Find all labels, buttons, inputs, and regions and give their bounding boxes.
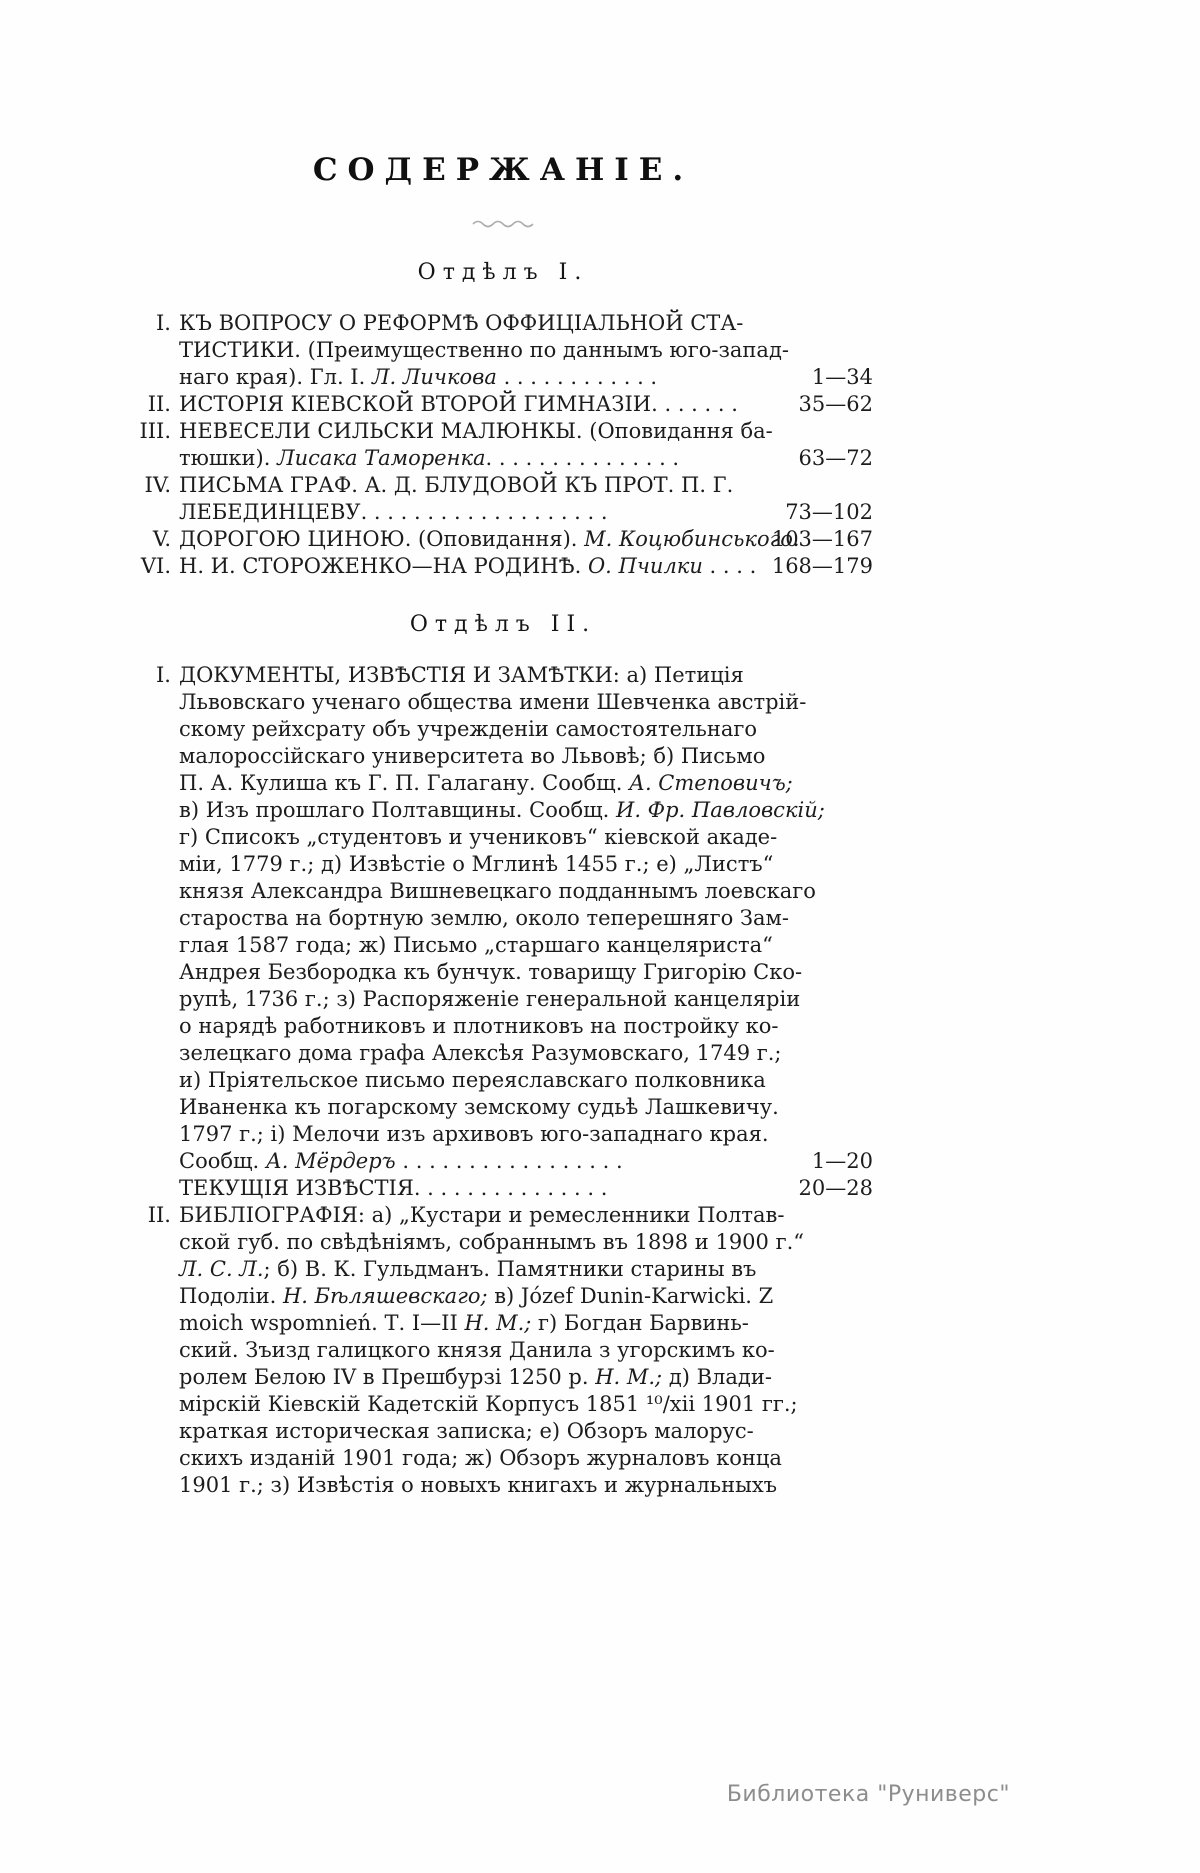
page-range: 168—179 (771, 554, 873, 578)
entry-text-line: зелецкаго дома графа Алексѣя Разумовскаго, 1749 г.; (179, 1041, 782, 1065)
entry-text-line: Львовскаго ученаго общества имени Шевченка австрій- (179, 690, 807, 714)
entry-number: III. (139, 419, 171, 443)
entry-text-line: ЛЕБЕДИНЦЕВУ. . . . . . . . . . . . . . . . . . . (179, 500, 608, 524)
toc-entry (133, 310, 873, 391)
entry-number: IV. (144, 473, 171, 497)
entry-text-line: Подоліи. Н. Бѣляшевскаго; в) Józef Dunin-Karwicki. Z (179, 1284, 774, 1308)
author-name: Л. С. Л. (179, 1257, 264, 1281)
author-name: А. Степовичъ; (629, 771, 793, 795)
entry-text-line: глая 1587 года; ж) Письмо „старшаго канцеляриста“ (179, 933, 773, 957)
author-name: Н. Бѣляшевскаго; (282, 1284, 488, 1308)
entry-text-line: ТЕКУЩІЯ ИЗВѢСТІЯ. . . . . . . . . . . . . . . (179, 1176, 608, 1200)
section-heading: Отдѣлъ I. (417, 260, 589, 285)
toc-entry (133, 391, 873, 418)
entry-text-line: скихъ изданій 1901 года; ж) Обзоръ журналовъ конца (179, 1446, 782, 1470)
entry-text-line: ПИСЬМА ГРАФ. А. Д. БЛУДОВОЙ КЪ ПРОТ. П. Г. (179, 473, 734, 497)
entry-text-line: ской губ. по свѣдѣніямъ, собраннымъ въ 1898 и 1900 г.“ (179, 1230, 804, 1254)
page-range: 1—34 (811, 365, 873, 389)
page-range: 103—167 (771, 527, 873, 551)
entry-text-line: міи, 1779 г.; д) Извѣстіе о Мглинѣ 1455 г.; е) „Листъ“ (179, 852, 774, 876)
entry-text-line: тюшки). Лисака Таморенка. . . . . . . . . . . . . . . (179, 446, 680, 470)
author-name: Н. М.; (595, 1365, 663, 1389)
entry-number: I. (156, 663, 171, 687)
ornament-squiggle-icon (133, 214, 873, 228)
entry-text-line: г) Списокъ „студентовъ и учениковъ“ кіевской акаде- (179, 825, 778, 849)
toc-entry (133, 418, 873, 472)
entry-text-line: НЕВЕСЕЛИ СИЛЬСКИ МАЛЮНКЫ. (Оповидання ба- (179, 419, 773, 443)
entry-text-line: в) Изъ прошлаго Полтавщины. Сообщ. И. Фр. Павловскій; (179, 798, 825, 822)
toc-entry (133, 662, 873, 1175)
author-name: Н. М.; (464, 1311, 532, 1335)
watermark: Библиотека "Руниверс" (726, 1782, 1010, 1807)
toc-entry (133, 526, 873, 553)
entry-text-line: ТИСТИКИ. (Преимущественно по даннымъ юго-запад- (179, 338, 789, 362)
page-range: 73—102 (785, 500, 873, 524)
entry-text-line: краткая историческая записка; е) Обзоръ малорус- (179, 1419, 754, 1443)
entry-text-line: Л. С. Л.; б) В. К. Гульдманъ. Памятники старины въ (179, 1257, 757, 1281)
page-title: СОДЕРЖАНІЕ. (312, 152, 694, 188)
entry-text-line: мірскій Кіевскій Кадетскій Корпусъ 1851 ¹⁰/хіі 1901 гг.; (179, 1392, 798, 1416)
entry-number: VI. (140, 554, 171, 578)
entry-text-line: КЪ ВОПРОСУ О РЕФОРМѢ ОФФИЦІАЛЬНОЙ СТА- (179, 311, 744, 335)
entry-text-line: скому рейхсрату объ учрежденіи самостоятельнаго (179, 717, 757, 741)
entry-text-line: Андрея Безбородка къ бунчук. товарищу Григорію Ско- (179, 960, 803, 984)
toc-entry (133, 553, 873, 580)
entry-text-line: 1901 г.; з) Извѣстія о новыхъ книгахъ и журнальныхъ (179, 1473, 778, 1497)
entry-text-line: ролем Белою IV в Прешбурзі 1250 р. Н. М.; д) Влади- (179, 1365, 772, 1389)
toc-entry (133, 1175, 873, 1202)
entry-text-line: о нарядѣ работниковъ и плотниковъ на постройку ко- (179, 1014, 779, 1038)
toc-sections (133, 258, 873, 1499)
entry-text-line: и) Пріятельское письмо переяславскаго полковника (179, 1068, 766, 1092)
entry-text-line: ДОРОГОЮ ЦИНОЮ. (Оповидання). М. Коцюбинського. (179, 527, 800, 551)
toc-entry (133, 472, 873, 526)
page-range: 20—28 (798, 1176, 873, 1200)
entry-number: II. (147, 1203, 171, 1227)
author-name: М. Коцюбинського. (584, 527, 800, 551)
entry-text-line: ИСТОРІЯ КІЕВСКОЙ ВТОРОЙ ГИМНАЗІИ. . . . . . . (179, 392, 738, 416)
page-range: 63—72 (798, 446, 873, 470)
entry-text-line: наго края). Гл. I. Л. Личкова . . . . . . . . . . . . (179, 365, 658, 389)
entry-text-line: moich wspomnień. Т. I—II Н. М.; г) Богдан Барвинь- (179, 1311, 749, 1335)
entry-text-line: Иваненка къ погарскому земскому судьѣ Лашкевичу. (179, 1095, 779, 1119)
page-range: 35—62 (798, 392, 873, 416)
entry-number: V. (152, 527, 171, 551)
author-name: Л. Личкова (371, 365, 497, 389)
entry-number: II. (147, 392, 171, 416)
author-name: О. Пчилки (587, 554, 703, 578)
entry-number: I. (156, 311, 171, 335)
author-name: И. Фр. Павловскій; (616, 798, 825, 822)
entry-text-line: 1797 г.; і) Мелочи изъ архивовъ юго-западнаго края. (179, 1122, 769, 1146)
entry-text-line: ский. Зъизд галицкого князя Данила з угорскимъ ко- (179, 1338, 775, 1362)
entry-text-line: П. А. Кулиша къ Г. П. Галагану. Сообщ. А. Степовичъ; (179, 771, 793, 795)
entry-text-line: князя Александра Вишневецкаго подданнымъ лоевскаго (179, 879, 816, 903)
author-name: А. Мёрдеръ (265, 1149, 396, 1173)
entry-text-line: Н. И. СТОРОЖЕНКО—НА РОДИНѢ. О. Пчилки . . . . (179, 554, 757, 578)
entry-text-line: БИБЛІОГРАФІЯ: а) „Кустари и ремесленники Полтав- (179, 1203, 785, 1227)
entry-text-line: малороссійскаго университета во Львовѣ; б) Письмо (179, 744, 766, 768)
entry-text-line: рупѣ, 1736 г.; з) Распоряженіе генеральной канцеляріи (179, 987, 801, 1011)
table-of-contents (133, 150, 873, 1499)
entry-text-line: Сообщ. А. Мёрдеръ . . . . . . . . . . . . . . . . . (179, 1149, 623, 1173)
page-range: 1—20 (811, 1149, 873, 1173)
entry-text-line: староства на бортную землю, около теперешняго Зам- (179, 906, 789, 930)
toc-entry (133, 1202, 873, 1499)
section-heading: Отдѣлъ II. (409, 612, 597, 637)
entry-text-line: ДОКУМЕНТЫ, ИЗВѢСТІЯ И ЗАМѢТКИ: а) Петиція (179, 663, 744, 687)
author-name: Лисака Таморенка (277, 446, 486, 470)
